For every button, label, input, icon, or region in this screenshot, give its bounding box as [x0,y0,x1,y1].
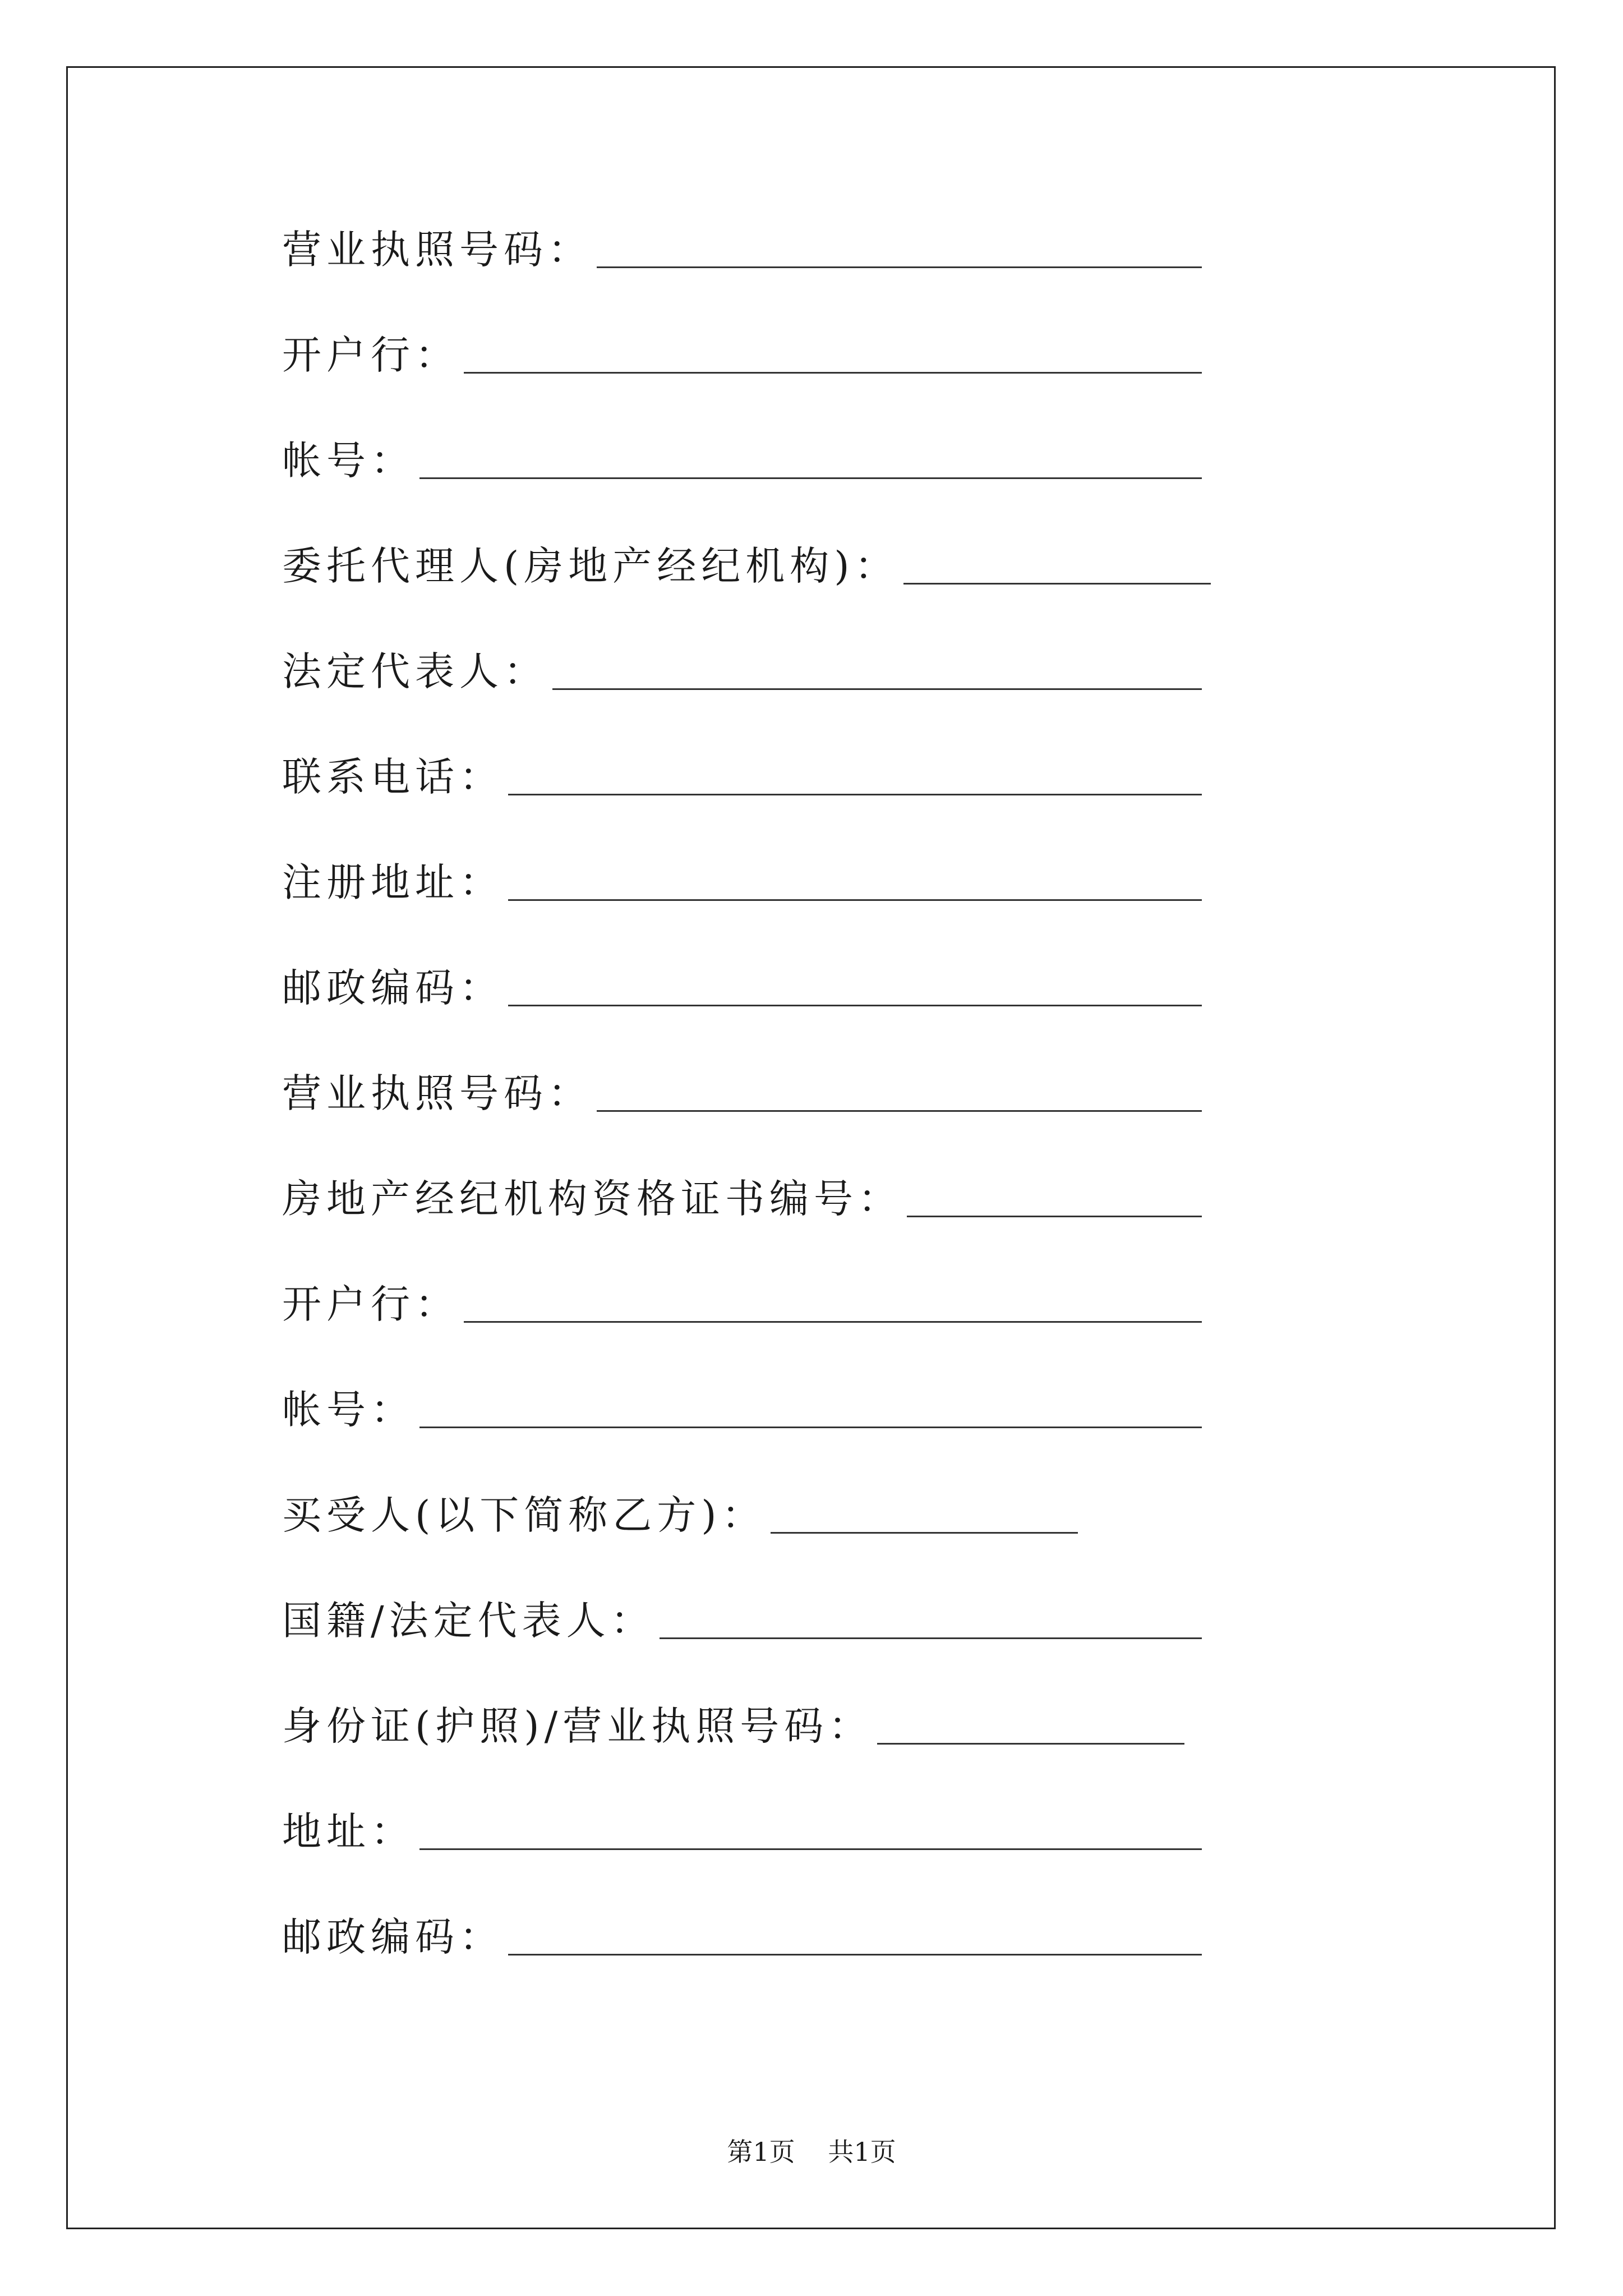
field-label: 联系电话： [282,754,504,800]
field-label: 注册地址： [282,859,504,905]
field-label: 营业执照号码： [282,1070,592,1116]
field-label: 国籍/法定代表人： [282,1598,655,1644]
blank-line [508,794,1202,795]
form-row-phone [282,697,1202,802]
form-row-postal-code [282,908,1202,1013]
form-row-account [282,380,1202,486]
form-row-account-2 [282,1329,1202,1435]
page-number-current: 第1页 [727,2137,795,2167]
field-label: 帐号： [282,438,415,484]
form-row-business-license [282,213,1202,275]
form-row-agency-certificate [282,1119,1202,1224]
blank-line [907,1216,1202,1217]
blank-line [660,1637,1202,1639]
blank-line [508,1005,1202,1006]
blank-line [552,688,1202,690]
form-row-registered-address [282,802,1202,908]
blank-line [508,899,1202,901]
blank-line [419,477,1202,479]
field-label: 法定代表人： [282,648,548,694]
blank-line [597,266,1202,268]
field-label: 营业执照号码： [282,227,592,273]
blank-line [419,1427,1202,1428]
field-label: 邮政编码： [282,1914,504,1960]
blank-line [903,583,1211,585]
blank-line [464,1321,1202,1323]
form-row-legal-rep [282,591,1202,697]
blank-line [877,1743,1184,1745]
field-label: 身份证(护照)/营业执照号码： [282,1703,873,1749]
form-row-nationality [282,1540,1202,1646]
blank-line [597,1110,1202,1112]
page-footer [0,2132,1623,2169]
field-label: 邮政编码： [282,965,504,1011]
form-row-buyer [282,1435,1202,1540]
form-row-bank-2 [282,1224,1202,1329]
field-label: 委托代理人(房地产经纪机构)： [282,543,899,589]
form-row-bank [282,275,1202,380]
blank-line [771,1532,1078,1534]
field-label: 开户行： [282,332,459,378]
form-body [282,213,1202,1962]
blank-line [464,372,1202,374]
form-row-id-number [282,1646,1202,1751]
field-label: 帐号： [282,1387,415,1433]
form-row-postal-code-2 [282,1857,1202,1962]
blank-line [419,1848,1202,1850]
form-row-address [282,1751,1202,1857]
field-label: 开户行： [282,1281,459,1327]
page-number-total: 共1页 [828,2137,896,2167]
form-row-agent [282,486,1202,591]
form-row-business-license-2 [282,1013,1202,1119]
field-label: 地址： [282,1809,415,1855]
blank-line [508,1954,1202,1955]
field-label: 房地产经纪机构资格证书编号： [282,1176,902,1222]
field-label: 买受人(以下简称乙方)： [282,1492,766,1538]
